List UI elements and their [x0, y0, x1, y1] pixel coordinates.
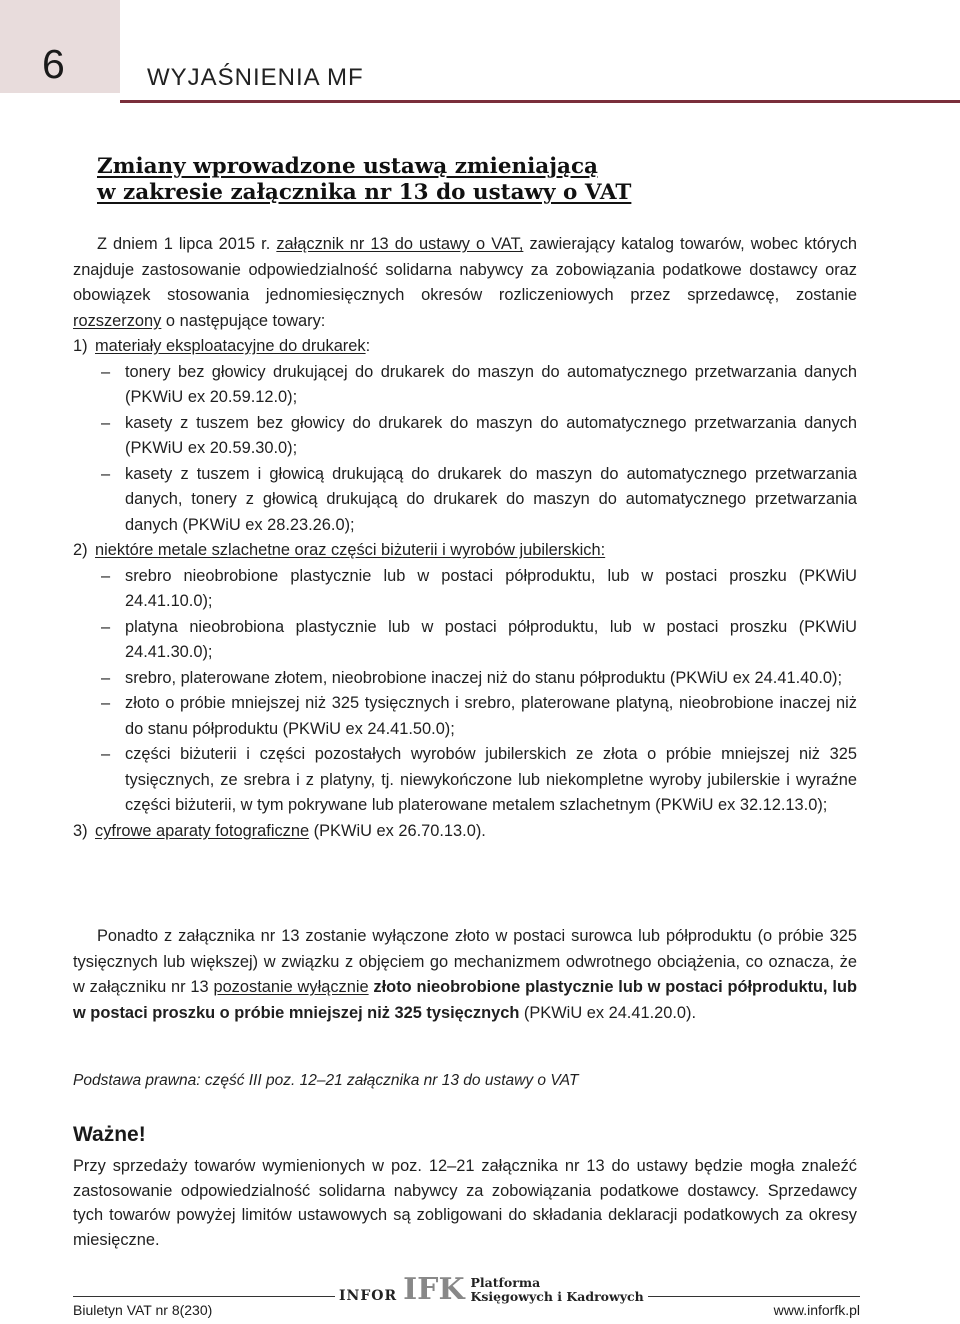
dash-bullet: – [101, 566, 111, 585]
page-number: 6 [42, 41, 65, 87]
logo-line-2: Księgowych i Kadrowych [470, 1289, 644, 1304]
dash-bullet: – [101, 694, 111, 712]
dash-bullet: – [101, 362, 111, 381]
header-rule [120, 100, 960, 103]
list-item-2-title: niektóre metale szlachetne oraz części biżuterii i wyrobów jubilerskich: [95, 541, 606, 559]
goods-list [73, 334, 857, 844]
dash-bullet: – [101, 745, 111, 763]
list-item-3-code: (PKWiU ex 26.70.13.0). [309, 821, 486, 840]
list-entry-text: złoto o próbie mniejszej niż 325 tysięcznych i srebro, platerowane platyną, nieobrobione inaczej niż do stanu półproduktu (PKWiU ex 24.41.50.0); [125, 694, 857, 738]
list-entry [73, 742, 857, 819]
intro-text-1: Z dniem 1 lipca 2015 r. [97, 235, 277, 253]
dash-bullet: – [101, 617, 111, 636]
list-item-2-number: 2) [73, 541, 88, 559]
important-title: Ważne! [73, 1123, 146, 1146]
list-entry [73, 615, 857, 666]
annex-reference: załącznik nr 13 do ustawy o VAT, [276, 235, 524, 253]
remains-reference: pozostanie wyłącznie [213, 978, 369, 996]
dash-bullet: – [101, 413, 111, 432]
intro-text-3: o następujące towary: [161, 311, 326, 330]
footer-website: www.inforfk.pl [773, 1302, 860, 1318]
infor-ifk-logo [335, 1270, 648, 1310]
list-entry [73, 360, 857, 411]
list-entry-text: srebro, platerowane złotem, nieobrobione inaczej niż do stanu półproduktu (PKWiU ex 24.41.40.0); [125, 668, 843, 687]
list-item-3-title: cyfrowe aparaty fotograficzne [95, 821, 310, 840]
list-item-3-number: 3) [73, 821, 88, 840]
list-entry [73, 462, 857, 539]
section-title: WYJAŚNIENIA MF [147, 64, 364, 91]
list-entry [73, 564, 857, 615]
list-entry-text: tonery bez głowicy drukującej do drukarek do maszyn do automatycznego przetwarzania danych (PKWiU ex 20.59.12.0); [125, 362, 857, 406]
logo-platform-text [471, 1276, 644, 1304]
list-item-1-heading [73, 334, 857, 360]
exclusion-text-2: (PKWiU ex 24.41.20.0). [519, 1003, 697, 1022]
article-heading [97, 154, 817, 206]
dash-bullet: – [101, 464, 111, 483]
exclusion-paragraph [73, 924, 857, 1026]
logo-line-1: Platforma [470, 1275, 541, 1290]
expanded-reference: rozszerzony [73, 311, 162, 330]
list-entry [73, 691, 857, 742]
logo-infor-text: INFOR [339, 1288, 398, 1304]
list-entry-text: części biżuterii i części pozostałych wyrobów jubilerskich ze złota o próbie mniejszej niż 325 tysięcznych, ze srebra i z platyny, tj. niewykończone lub niekompletne wyroby jubilerskie i wyraźne części biżuterii, w tym pokrywane lub platerowane metalem szlachetnym (PKWiU ex 32.12.13.0); [125, 745, 857, 814]
list-entry-text: platyna nieobrobiona plastycznie lub w postaci półproduktu, lub w postaci proszku (PKWiU 24.41.30.0); [125, 617, 857, 661]
legal-basis: Podstawa prawna: część III poz. 12–21 załącznika nr 13 do ustawy o VAT [73, 1072, 579, 1089]
list-item-1-colon: : [365, 337, 371, 355]
logo-ifk-text: IFK [403, 1272, 465, 1307]
exclusion-text-1: Ponadto z załącznika nr 13 zostanie wyłączone złoto w postaci surowca lub półproduktu (o próbie 325 tysięcznych lub większej) w związku z objęciem go mechanizmem odwrotnego obciążenia, co oznacza, że w załączniku nr 13 [73, 927, 857, 996]
list-entry-text: srebro nieobrobione plastycznie lub w postaci półproduktu, lub w postaci proszku (PKWiU 24.41.10.0); [125, 566, 857, 610]
article-heading-line-1: Zmiany wprowadzone ustawą zmieniającą [97, 154, 598, 179]
important-text: Przy sprzedaży towarów wymienionych w poz. 12–21 załącznika nr 13 do ustawy będzie mogła znaleźć zastosowanie odpowiedzialność solidarna nabywcy za zobowiązania podatkowe dostawcy. Sprzedawcy tych towarów powyżej limitów ustawowych są zobligowani do składania deklaracji podatkowych za okresy miesięczne. [73, 1157, 857, 1249]
list-item-1-number: 1) [73, 337, 88, 355]
list-entry [73, 666, 857, 692]
list-entry-text: kasety z tuszem bez głowicy do drukarek do maszyn do automatycznego przetwarzania danych (PKWiU ex 20.59.30.0); [125, 413, 857, 457]
list-entry [73, 411, 857, 462]
list-item-1-title: materiały eksploatacyjne do drukarek [95, 337, 366, 355]
list-item-2-heading [73, 538, 857, 564]
list-item-3-heading [73, 819, 857, 845]
footer-publication: Biuletyn VAT nr 8(230) [73, 1302, 213, 1318]
dash-bullet: – [101, 668, 111, 687]
exclusion-bold-text: złoto nieobrobione plastycznie lub w postaci półproduktu, lub w postaci proszku o próbie mniejszej niż 325 tysięcznych [73, 978, 857, 1022]
page-number-block [0, 0, 120, 93]
intro-text-2: zawierający katalog towarów, wobec których znajduje zastosowanie odpowiedzialność solidarna nabywcy za zobowiązania podatkowe dostawcy oraz obowiązek stosowania jednomiesięcznych okresów rozliczeniowych przez sprzedawcę, zostanie [73, 235, 858, 304]
intro-paragraph [73, 232, 857, 334]
article-heading-line-2: w zakresie załącznika nr 13 do ustawy o VAT [97, 180, 632, 205]
list-entry-text: kasety z tuszem i głowicą drukującą do drukarek do maszyn do automatycznego przetwarzania danych, tonery z głowicą drukującą do drukarek do maszyn do automatycznego przetwarzania danych (PKWiU ex 28.23.26.0); [125, 464, 857, 534]
